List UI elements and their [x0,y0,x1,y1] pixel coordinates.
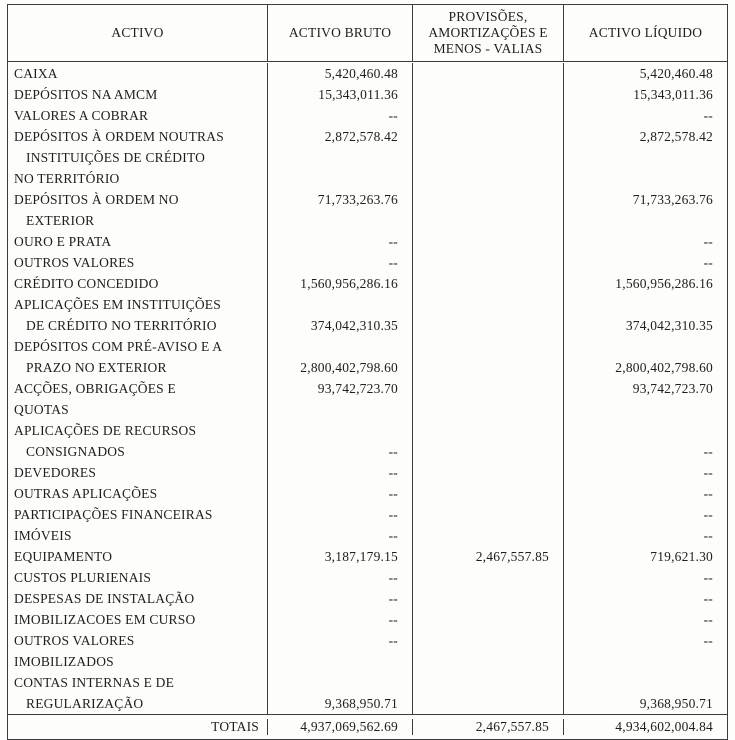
row-value-provisoes [412,630,563,672]
row-value-text: 2,800,402,798.60 [300,360,398,375]
row-value-liquido [563,105,727,126]
row-value-text: -- [388,507,398,522]
row-label-line: APLICAÇÕES EM INSTITUIÇÕES [14,297,221,312]
table-row [8,105,727,126]
row-value-bruto [267,420,412,462]
column-header-provisoes-line2: AMORTIZAÇÕES E [428,25,548,40]
row-value-text: 2,800,402,798.60 [615,360,713,375]
row-value-text: -- [703,612,713,627]
column-header-activo-bruto-label: ACTIVO BRUTO [288,25,392,40]
row-value-text: 374,042,310.35 [310,318,398,333]
row-value-text: 2,872,578.42 [639,129,713,144]
table-row [8,378,727,420]
row-label-line: CAIXA [14,66,58,81]
row-label [8,504,267,525]
row-value-text: -- [703,486,713,501]
column-header-provisoes [412,5,563,61]
row-label [8,546,267,567]
row-label-line: OUTROS VALORES [14,255,135,270]
totals-label: TOTAIS [211,719,259,734]
row-value-bruto [267,609,412,630]
totals-provisoes: 2,467,557.85 [412,719,563,735]
totals-activo-bruto: 4,937,069,562.69 [267,719,412,735]
row-value-text: 1,560,956,286.16 [615,276,713,291]
row-label [8,378,267,420]
row-label-line: CRÉDITO CONCEDIDO [14,276,159,291]
row-value-bruto [267,294,412,336]
row-value-text: -- [703,465,713,480]
row-label-line: EQUIPAMENTO [14,549,113,564]
row-value-liquido [563,609,727,630]
row-value-text: -- [703,528,713,543]
row-value-provisoes [412,420,563,462]
row-value-text: -- [388,633,398,648]
row-value-liquido [563,336,727,378]
column-header-activo-bruto [267,5,412,61]
row-label [8,126,267,189]
row-value-bruto [267,105,412,126]
row-value-text: -- [703,507,713,522]
row-label [8,231,267,252]
row-value-provisoes [412,546,563,567]
table-row [8,672,727,714]
table-row [8,63,727,84]
row-label-line: NO TERRITÓRIO [14,171,120,186]
row-value-provisoes [412,189,563,231]
row-label-line: INSTITUIÇÕES DE CRÉDITO [26,150,206,165]
table-row [8,609,727,630]
row-value-text: -- [703,591,713,606]
row-value-provisoes [412,672,563,714]
row-value-text: -- [388,528,398,543]
row-value-provisoes [412,63,563,84]
row-value-provisoes [412,504,563,525]
table-body [8,62,727,714]
table-row [8,567,727,588]
row-value-liquido [563,420,727,462]
row-value-text: 93,742,723.70 [632,381,713,396]
table-row [8,420,727,462]
row-label-line: OUTROS VALORES [14,633,135,648]
table-row [8,630,727,672]
row-value-text: -- [388,570,398,585]
row-value-text: -- [703,255,713,270]
row-value-bruto [267,546,412,567]
row-value-provisoes [412,252,563,273]
row-value-liquido [563,378,727,420]
totals-activo-liquido: 4,934,602,004.84 [563,719,727,735]
row-label [8,609,267,630]
row-label-line: REGULARIZAÇÃO [26,696,144,711]
row-label-line: IMOBILIZADOS [14,654,114,669]
table-row [8,504,727,525]
row-value-liquido [563,84,727,105]
row-label-line: OURO E PRATA [14,234,112,249]
row-value-text: 719,621.30 [650,549,713,564]
row-value-bruto [267,525,412,546]
row-value-provisoes [412,462,563,483]
row-label [8,294,267,336]
row-value-liquido [563,462,727,483]
row-value-text: -- [388,108,398,123]
row-value-bruto [267,231,412,252]
row-label-line: CUSTOS PLURIENAIS [14,570,152,585]
row-label-line: IMOBILIZACOES EM CURSO [14,612,196,627]
row-label [8,252,267,273]
row-value-provisoes [412,294,563,336]
row-label [8,84,267,105]
row-value-text: -- [388,591,398,606]
row-label [8,63,267,84]
row-value-bruto [267,336,412,378]
table-row [8,336,727,378]
row-label [8,336,267,378]
row-value-liquido [563,525,727,546]
row-label-line: DESPESAS DE INSTALAÇÃO [14,591,195,606]
row-value-text: 15,343,011.36 [318,87,398,102]
row-value-text: -- [703,108,713,123]
row-value-liquido [563,252,727,273]
row-value-provisoes [412,588,563,609]
row-value-bruto [267,273,412,294]
row-value-liquido [563,672,727,714]
row-label-line: DE CRÉDITO NO TERRITÓRIO [26,318,217,333]
row-value-text: 2,467,557.85 [475,549,549,564]
column-header-activo-liquido [563,5,727,61]
row-value-bruto [267,63,412,84]
row-value-text: -- [388,486,398,501]
row-value-text: 5,420,460.48 [639,66,713,81]
row-label-line: EXTERIOR [26,213,95,228]
row-value-text: -- [703,234,713,249]
row-label-line: CONTAS INTERNAS E DE [14,675,175,690]
row-label-line: CONSIGNADOS [26,444,125,459]
row-value-bruto [267,630,412,672]
row-value-liquido [563,231,727,252]
row-label [8,462,267,483]
row-label-line: APLICAÇÕES DE RECURSOS [14,423,197,438]
row-label-line: DEVEDORES [14,465,97,480]
row-value-text: 5,420,460.48 [324,66,398,81]
row-value-bruto [267,378,412,420]
row-value-text: -- [388,255,398,270]
row-value-bruto [267,567,412,588]
row-label [8,273,267,294]
row-value-bruto [267,588,412,609]
row-label [8,672,267,714]
row-value-text: 9,368,950.71 [324,696,398,711]
row-value-liquido [563,294,727,336]
row-value-provisoes [412,378,563,420]
row-value-bruto [267,252,412,273]
row-value-bruto [267,126,412,189]
column-header-activo-liquido-label: ACTIVO LÍQUIDO [588,25,703,40]
row-value-bruto [267,84,412,105]
row-label [8,189,267,231]
row-value-liquido [563,588,727,609]
row-value-provisoes [412,105,563,126]
row-value-text: 9,368,950.71 [639,696,713,711]
table-row [8,252,727,273]
row-value-liquido [563,126,727,189]
table-row [8,273,727,294]
row-value-text: 93,742,723.70 [317,381,398,396]
row-label-line: ACÇÕES, OBRIGAÇÕES E [14,381,176,396]
row-label-line: DEPÓSITOS À ORDEM NO [14,192,179,207]
row-value-text: -- [388,612,398,627]
row-value-liquido [563,567,727,588]
row-label [8,630,267,672]
column-header-activo-label: ACTIVO [111,25,164,40]
table-row [8,126,727,189]
row-value-provisoes [412,84,563,105]
table-row [8,84,727,105]
row-value-text: -- [703,633,713,648]
row-label-line: DEPÓSITOS À ORDEM NOUTRAS [14,129,224,144]
table-row [8,294,727,336]
row-label [8,483,267,504]
row-value-text: 71,733,263.76 [632,192,713,207]
row-label-line: OUTRAS APLICAÇÕES [14,486,158,501]
row-value-text: -- [703,570,713,585]
row-value-text: 71,733,263.76 [317,192,398,207]
row-value-text: 2,872,578.42 [324,129,398,144]
row-value-bruto [267,462,412,483]
row-value-text: -- [703,444,713,459]
column-header-provisoes-line1: PROVISÕES, [448,9,528,24]
table-row [8,588,727,609]
row-value-bruto [267,483,412,504]
row-value-liquido [563,504,727,525]
row-value-provisoes [412,231,563,252]
row-value-liquido [563,483,727,504]
row-label-line: DEPÓSITOS NA AMCM [14,87,158,102]
row-label [8,105,267,126]
row-value-liquido [563,630,727,672]
row-label-line: IMÓVEIS [14,528,72,543]
row-value-text: 3,187,179.15 [324,549,398,564]
row-value-bruto [267,672,412,714]
row-value-text: 15,343,011.36 [633,87,713,102]
row-value-provisoes [412,567,563,588]
row-value-text: 1,560,956,286.16 [300,276,398,291]
totals-row [8,714,727,739]
row-value-provisoes [412,483,563,504]
balance-sheet-table [7,4,728,740]
row-label-line: VALORES A COBRAR [14,108,149,123]
row-value-provisoes [412,525,563,546]
row-value-bruto [267,189,412,231]
table-header-row [8,5,727,62]
column-header-activo [8,5,267,61]
row-label [8,420,267,462]
column-header-provisoes-line3: MENOS - VALIAS [433,41,543,56]
row-value-text: -- [388,465,398,480]
row-label-line: DEPÓSITOS COM PRÉ-AVISO E A [14,339,223,354]
row-value-liquido [563,63,727,84]
table-row [8,189,727,231]
row-value-text: 374,042,310.35 [625,318,713,333]
row-label-line: PRAZO NO EXTERIOR [26,360,167,375]
table-row [8,525,727,546]
table-row [8,546,727,567]
row-label [8,525,267,546]
row-value-liquido [563,189,727,231]
row-label [8,588,267,609]
row-value-provisoes [412,609,563,630]
row-value-provisoes [412,273,563,294]
row-value-provisoes [412,126,563,189]
row-value-text: -- [388,234,398,249]
row-value-text: -- [388,444,398,459]
row-label-line: QUOTAS [14,402,69,417]
row-label [8,567,267,588]
table-row [8,483,727,504]
table-row [8,462,727,483]
row-value-liquido [563,546,727,567]
row-value-bruto [267,504,412,525]
table-row [8,231,727,252]
row-value-provisoes [412,336,563,378]
row-label-line: PARTICIPAÇÕES FINANCEIRAS [14,507,213,522]
row-value-liquido [563,273,727,294]
